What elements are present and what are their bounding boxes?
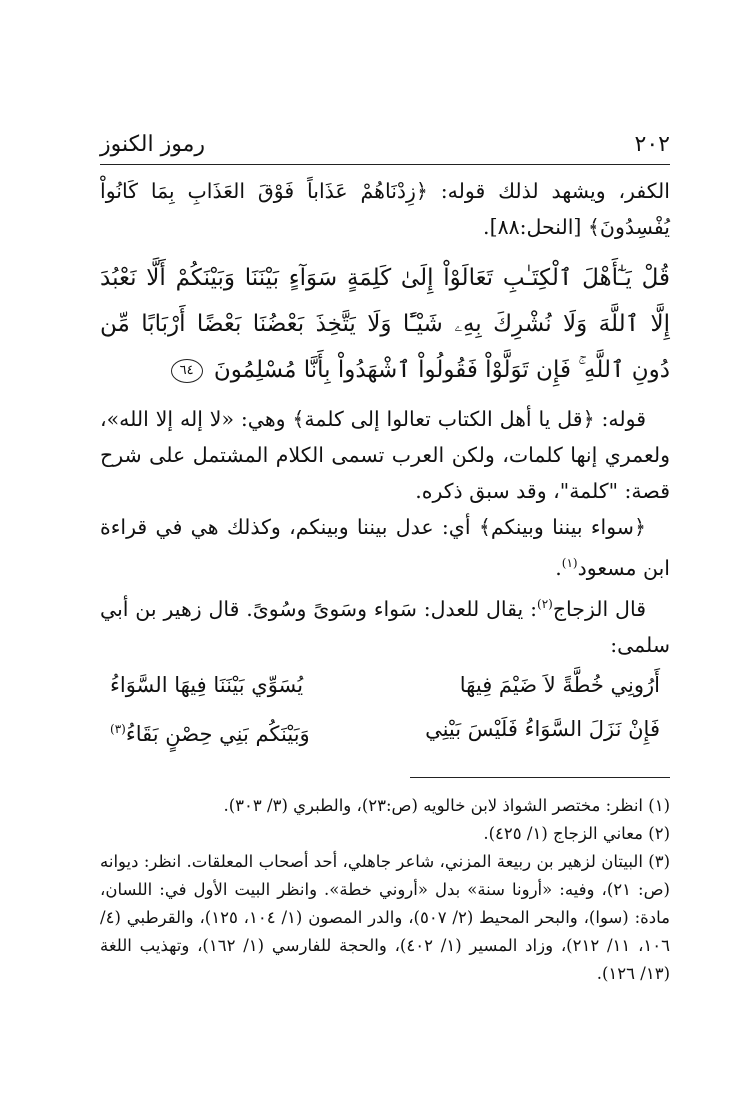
header-rule <box>100 164 670 165</box>
verse-text: قُلْ يَـٰٓأَهْلَ ٱلْكِتَـٰبِ تَعَالَوْاْ إِلَىٰ كَلِمَةٍ سَوَآءٍ بَيْنَنَا وَبَيْنَكُمْ أَلَّا نَعْبُدَ إِلَّا ٱللَّهَ وَلَا نُشْرِكَ بِهِۦ شَيْـًٔا وَلَا يَتَّخِذَ بَعْضُنَا بَعْضًا أَرْبَابًا مِّن دُونِ ٱللَّهِ ۚ فَإِن تَوَلَّوْاْ فَقُولُواْ ٱشْهَدُواْ بِأَنَّا مُسْلِمُونَ <box>100 265 670 383</box>
page-number: ٢٠٢ <box>634 132 670 157</box>
paragraph-3-text: ﴿سواء بيننا وبينكم﴾ أي: عدل بيننا وبينكم، وكذلك هي في قراءة ابن مسعود <box>100 515 670 580</box>
running-title: رموز الكنوز <box>100 132 205 157</box>
footnote-ref-2: (٢) <box>537 596 553 611</box>
paragraph-2: قوله: ﴿قل يا أهل الكتاب تعالوا إلى كلمة﴾ وهي: «لا إله إلا الله»، ولعمري إنها كلمات، ولكن العرب تسمى الكلام المشتمل على شرح قصة: "كلمة"، وقد سبق ذكره. <box>100 407 670 503</box>
footnote-ref-3: (٣) <box>110 721 126 736</box>
footnote-1: (١) انظر: مختصر الشواذ لابن خالويه (ص:٢٣)، والطبري (٣/ ٣٠٣). <box>223 796 670 815</box>
footnote-ref-1: (١) <box>561 556 578 570</box>
paragraph-3: ﴿سواء بيننا وبينكم﴾ أي: عدل بيننا وبينكم، وكذلك هي في قراءة ابن مسعود$^{(١)}$. <box>100 515 670 580</box>
poem-line-2-hemistich-2-text: وَبَيْنَكُم بَنِي حِصْنٍ بَقَاءُ <box>125 721 310 746</box>
poem-line-1-hemistich-1: أَرُونِي خُطَّةً لاَ ضَيْمَ فِيهَا <box>459 672 660 697</box>
paragraph-1: الكفر، ويشهد لذلك قوله: ﴿زِدْنَاهُمْ عَذَاباً فَوْقَ العَذَابِ بِمَا كَانُواْ يُفْسِدُونَ﴾ [النحل:٨٨]. <box>100 179 670 239</box>
page-header <box>100 130 670 164</box>
verse-number-badge: ٦٤ <box>171 359 203 383</box>
poem-line-2-hemistich-2 <box>110 707 310 756</box>
poem-line-2 <box>100 707 670 756</box>
paragraph-4-lead: قال الزجاج <box>552 596 646 621</box>
poem-line-1 <box>100 663 670 707</box>
paragraph-4 <box>100 586 670 663</box>
paragraph-4-text: : يقال للعدل: سَواء وسَوىً وسُوىً. قال زهير بن أبي سلمى: <box>100 596 670 657</box>
poem-line-2-hemistich-1: فَإِنْ نَزَلَ السَّوَاءُ فَلَيْسَ بَيْنِي <box>425 716 660 741</box>
footnotes <box>100 792 670 988</box>
page-body <box>100 130 670 756</box>
footnote-divider <box>410 777 670 778</box>
footnote-2: (٢) معاني الزجاج (١/ ٤٢٥). <box>483 824 670 843</box>
quran-verse <box>100 255 670 393</box>
footnote-3: (٣) البيتان لزهير بن ربيعة المزني، شاعر جاهلي، أحد أصحاب المعلقات. انظر: ديوانه (ص: ٢١)، وفيه: «أرونا سنة» بدل «أروني خطة». وانظر البيت الأول في: اللسان، مادة: (سوا)، والبحر المحيط (٢/ ٥٠٧)، والدر المصون (١/ ١٠٤، ١٢٥)، والقرطبي (٤/ ١٠٦، ١١/ ٢١٢)، وزاد المسير (١/ ٤٠٢)، والحجة للفارسي (١/ ١٦٢)، وتهذيب اللغة (١٣/ ١٢٦). <box>100 852 670 983</box>
poem-line-1-hemistich-2: يُسَوِّي بَيْنَنَا فِيهَا السَّوَاءُ <box>110 672 304 697</box>
